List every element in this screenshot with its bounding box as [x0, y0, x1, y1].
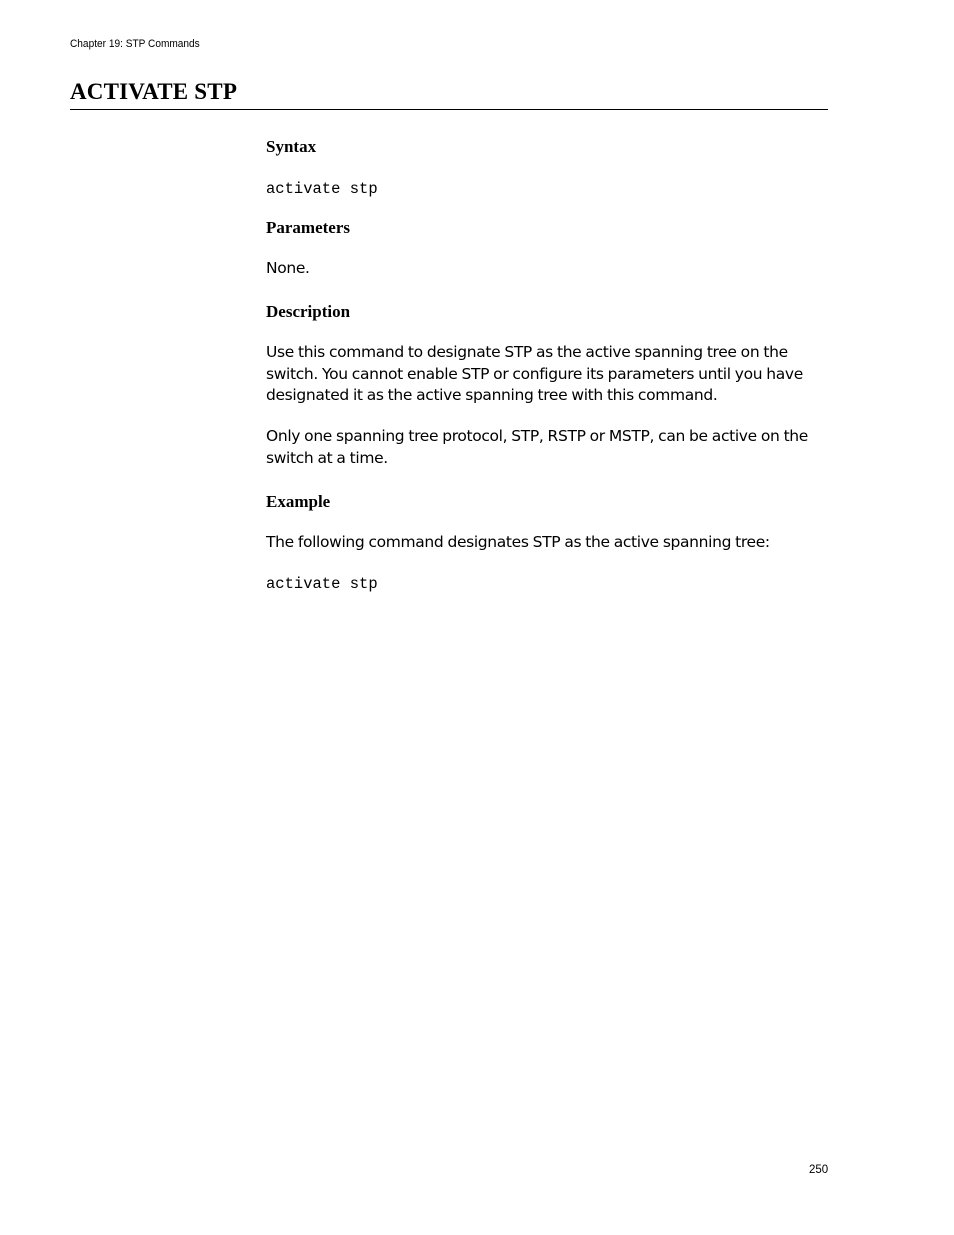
example-code: activate stp — [266, 575, 378, 593]
running-header: Chapter 19: STP Commands — [70, 38, 200, 50]
page-title: ACTIVATE STP — [70, 79, 238, 104]
example-heading: Example — [266, 492, 331, 511]
title-divider — [70, 109, 828, 110]
syntax-code: activate stp — [266, 180, 378, 198]
example-text: The following command designates STP as the active spanning tree: — [266, 533, 770, 551]
syntax-heading: Syntax — [266, 137, 317, 156]
page-number: 250 — [809, 1164, 829, 1176]
parameters-heading: Parameters — [266, 218, 351, 237]
description-heading: Description — [266, 302, 351, 321]
parameters-text: None. — [266, 259, 310, 277]
description-paragraph: Only one spanning tree protocol, STP, RSTP or MSTP, can be active on the switch at a time. — [266, 427, 808, 467]
description-paragraph: Use this command to designate STP as the active spanning tree on the switch. You cannot enable STP or configure its parameters until you have designated it as the active spanning tree with this command. — [266, 343, 803, 405]
